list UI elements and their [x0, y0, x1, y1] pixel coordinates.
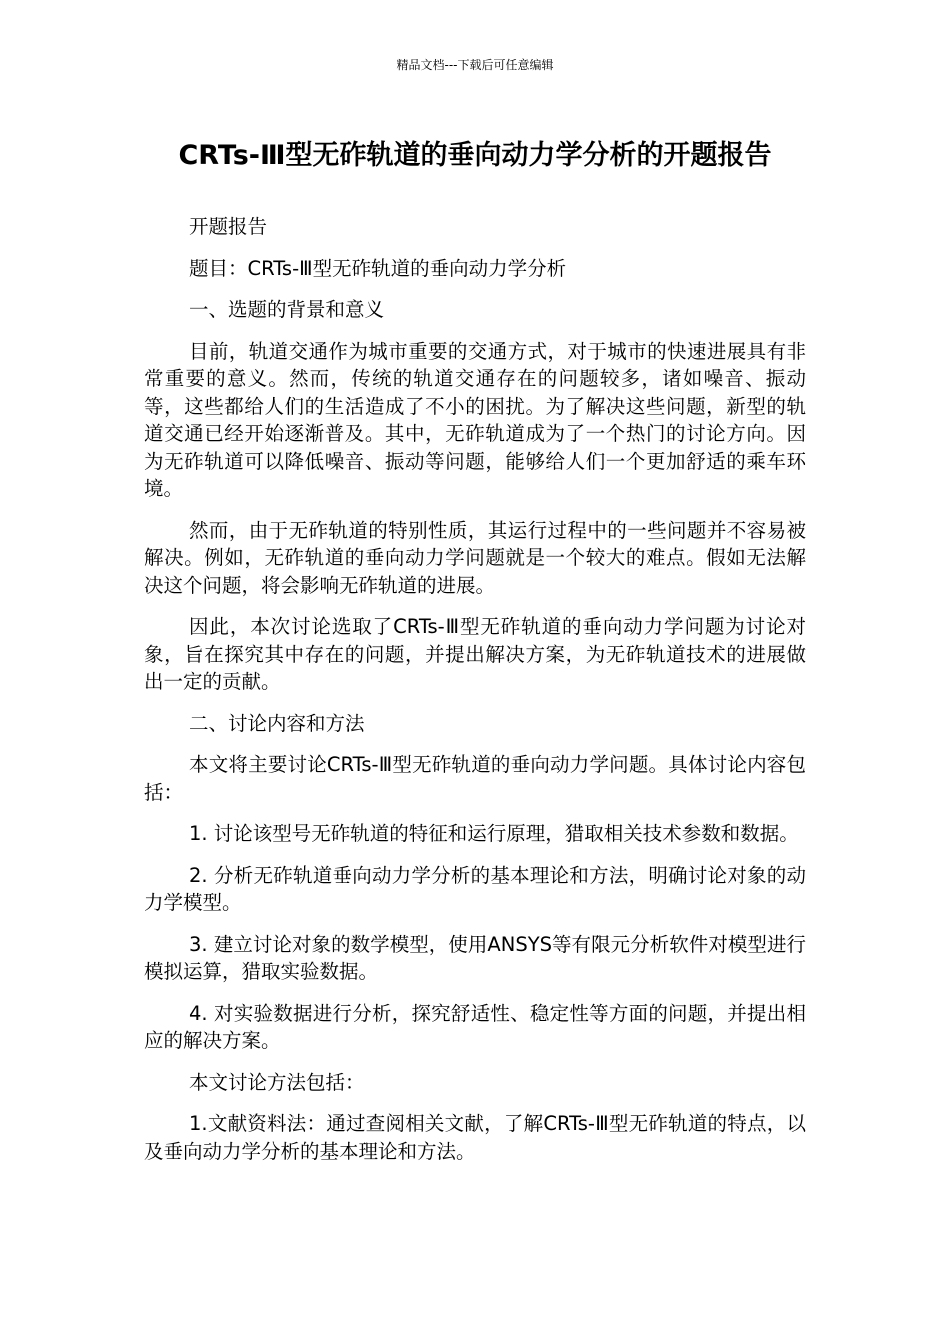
section-heading-background: 一、选题的背景和意义: [189, 298, 385, 321]
list-item-content-1: 1. 讨论该型号无砟轨道的特征和运行原理，猎取相关技术参数和数据。: [189, 822, 799, 845]
paragraph-background-1: 目前，轨道交通作为城市重要的交通方式，对于城市的快速进展具有非常重要的意义。然而，传统的轨道交通存在的问题较多，诸如噪音、振动等，这些都给人们的生活造成了不小的困扰。为了解决这些问题，新型的轨道交通已经开始逐渐普及。其中，无砟轨道成为了一个热门的讨论方向。因为无砟轨道可以降低噪音、振动等问题，能够给人们一个更加舒适的乘车环境。: [144, 339, 806, 500]
list-item-content-3: 3. 建立讨论对象的数学模型，使用ANSYS等有限元分析软件对模型进行模拟运算，猎取实验数据。: [144, 932, 806, 983]
paragraph-report-label: 开题报告: [189, 215, 268, 238]
list-item-content-4: 4. 对实验数据进行分析，探究舒适性、稳定性等方面的问题，并提出相应的解决方案。: [144, 1001, 806, 1052]
page-header-note: 精品文档---下载后可任意编辑: [396, 58, 554, 72]
document-title: CRTs-Ⅲ型无砟轨道的垂向动力学分析的开题报告: [178, 140, 772, 171]
section-heading-content-methods: 二、讨论内容和方法: [189, 711, 365, 735]
paragraph-content-intro: 本文将主要讨论CRTs-Ⅲ型无砟轨道的垂向动力学问题。具体讨论内容包括：: [144, 753, 806, 804]
paragraph-background-3: 因此，本次讨论选取了CRTs-Ⅲ型无砟轨道的垂向动力学问题为讨论对象，旨在探究其中存在的问题，并提出解决方案，为无砟轨道技术的进展做出一定的贡献。: [144, 615, 806, 693]
list-item-method-1: 1.文献资料法：通过查阅相关文献，了解CRTs-Ⅲ型无砟轨道的特点，以及垂向动力学分析的基本理论和方法。: [144, 1112, 806, 1163]
paragraph-methods-intro: 本文讨论方法包括：: [189, 1070, 365, 1094]
document-body: [144, 213, 806, 1179]
paragraph-topic: 题目：CRTs-Ⅲ型无砟轨道的垂向动力学分析: [189, 256, 567, 280]
list-item-content-2: 2. 分析无砟轨道垂向动力学分析的基本理论和方法，明确讨论对象的动力学模型。: [144, 863, 806, 914]
paragraph-background-2: 然而，由于无砟轨道的特别性质，其运行过程中的一些问题并不容易被解决。例如，无砟轨道的垂向动力学问题就是一个较大的难点。假如无法解决这个问题，将会影响无砟轨道的进展。: [144, 518, 806, 597]
